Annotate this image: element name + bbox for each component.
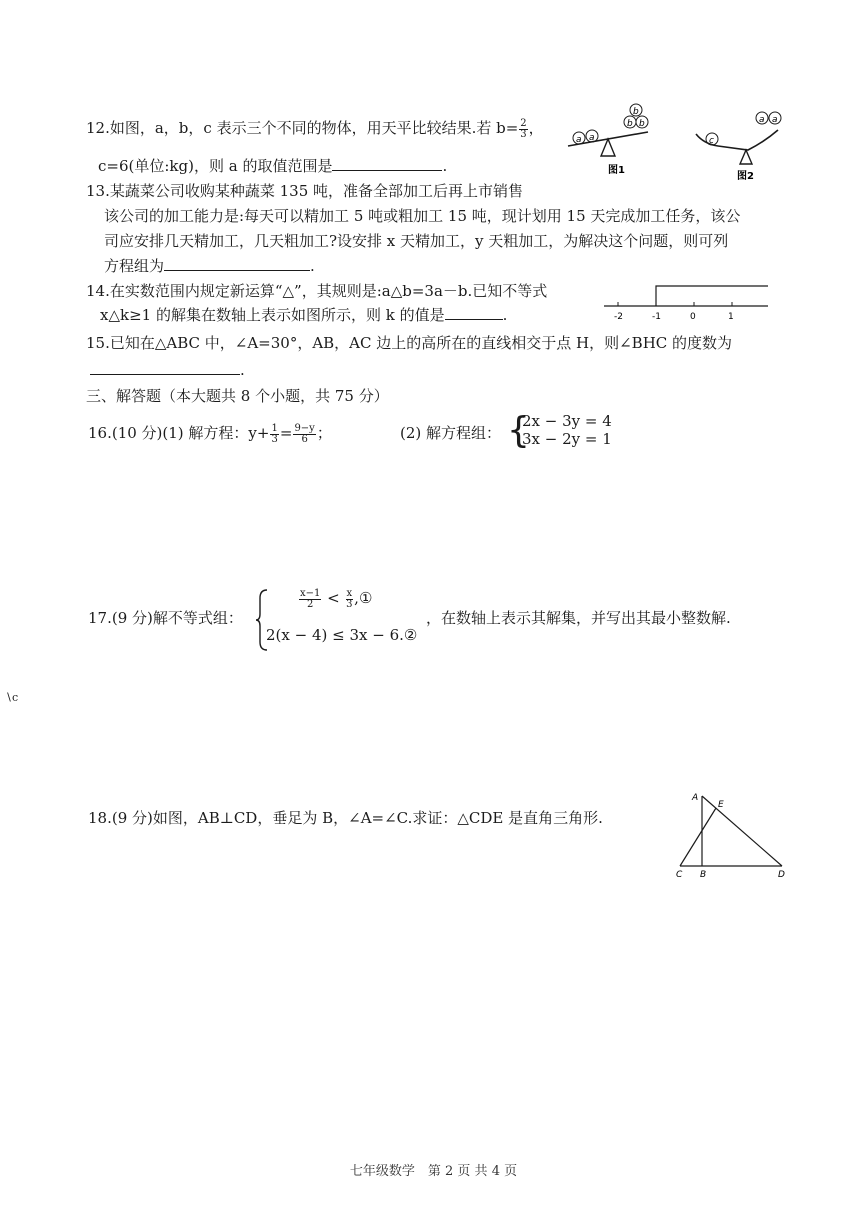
q16-part1: 16.(10 分)(1) 解方程：y+ $\frac{1}{3}$ = $\frac{9-y}{6}$ ； xyxy=(88,422,332,445)
fig2-caption: 图2 xyxy=(737,171,754,182)
answer-blank-12[interactable] xyxy=(332,156,442,171)
q12-prefix: 12.如图， xyxy=(86,119,155,137)
q16-system xyxy=(522,412,612,448)
q17-ineq1: $\frac{x-1}{2}$ < $\frac{x}{3}$ ,① xyxy=(300,587,373,610)
svg-text:b: b xyxy=(639,119,645,129)
section-title: 三、解答题（本大题共 8 个小题，共 75 分） xyxy=(86,387,389,405)
q12-text: a，b，c 表示三个不同的物体，用天平比较结果.若 b= xyxy=(154,119,519,137)
svg-text:c: c xyxy=(709,136,714,146)
tick-label: -1 xyxy=(652,312,661,322)
q14-line1: 14.在实数范围内规定新运算“△”，其规则是:a△b=3a－b.已知不等式 xyxy=(86,282,548,300)
svg-text:E: E xyxy=(718,800,724,810)
system-brace: { xyxy=(507,410,530,451)
q17-ineq2: 2(x − 4) ≤ 3x − 6.② xyxy=(266,626,418,644)
svg-text:a: a xyxy=(576,135,582,145)
svg-text:C: C xyxy=(676,870,683,880)
number-line-q14 xyxy=(604,280,774,330)
system-eq2: 3x − 2y = 1 xyxy=(522,430,612,448)
tick-label: 0 xyxy=(690,312,696,322)
svg-text:B: B xyxy=(700,870,707,880)
fig1-caption: 图1 xyxy=(608,165,625,176)
answer-blank-14[interactable] xyxy=(445,305,503,320)
svg-text:a: a xyxy=(772,115,778,125)
svg-text:D: D xyxy=(778,870,785,880)
q13-line3: 司应安排几天精加工，几天粗加工?设安排 x 天精加工，y 天粗加工，为解决这个问题，则可列 xyxy=(104,232,729,250)
b-fraction: $\frac{2}{3}$ xyxy=(520,117,527,140)
svg-text:b: b xyxy=(627,119,633,129)
svg-text:a: a xyxy=(759,115,765,125)
svg-text:a: a xyxy=(589,133,595,143)
q12-line2: c=6(单位:kg)，则 a 的取值范围是 . xyxy=(98,157,448,175)
system-eq1: 2x − 3y = 4 xyxy=(522,412,612,430)
page-footer: 七年级数学 第 2 页 共 4 页 xyxy=(349,1164,518,1179)
answer-blank-15[interactable] xyxy=(90,360,240,375)
tick-label: -2 xyxy=(614,312,623,322)
q14-line2: x△k≥1 的解集在数轴上表示如图所示，则 k 的值是 . xyxy=(100,306,508,324)
q16-part2: (2) 解方程组： xyxy=(400,424,502,442)
q17-label: 17.(9 分)解不等式组： xyxy=(88,609,243,627)
triangle-figure xyxy=(674,790,794,880)
answer-blank-13[interactable] xyxy=(164,256,310,271)
q17-tail: ，在数轴上表示其解集，并写出其最小整数解. xyxy=(426,609,731,627)
solution-bracket xyxy=(656,286,768,306)
q15-line2: . xyxy=(90,360,245,380)
q18-text: 18.(9 分)如图，AB⊥CD，垂足为 B，∠A=∠C.求证：△CDE 是直角三角形. xyxy=(88,809,603,827)
tick-label: 1 xyxy=(728,312,734,322)
q13-line4: 方程组为 . xyxy=(104,257,315,275)
svg-text:b: b xyxy=(633,107,639,117)
q13-line2: 该公司的加工能力是:每天可以精加工 5 吨或粗加工 15 吨，现计划用 15 天完成加工任务，该公 xyxy=(104,207,741,225)
q13-line1: 13.某蔬菜公司收购某种蔬菜 135 吨，准备全部加工后再上市销售 xyxy=(86,182,524,200)
q12-line1: 12.如图，a，b，c 表示三个不同的物体，用天平比较结果.若 b= $\frac{2}{3}$ ， xyxy=(86,117,544,140)
balance-figure-1 xyxy=(566,98,656,178)
balance-figure-2 xyxy=(694,98,794,182)
svg-text:A: A xyxy=(692,793,699,803)
q15-line1: 15.已知在△ABC 中，∠A=30°，AB，AC 边上的高所在的直线相交于点 H，则∠BHC 的度数为 xyxy=(86,334,733,352)
margin-mark: ∖c xyxy=(5,691,19,704)
